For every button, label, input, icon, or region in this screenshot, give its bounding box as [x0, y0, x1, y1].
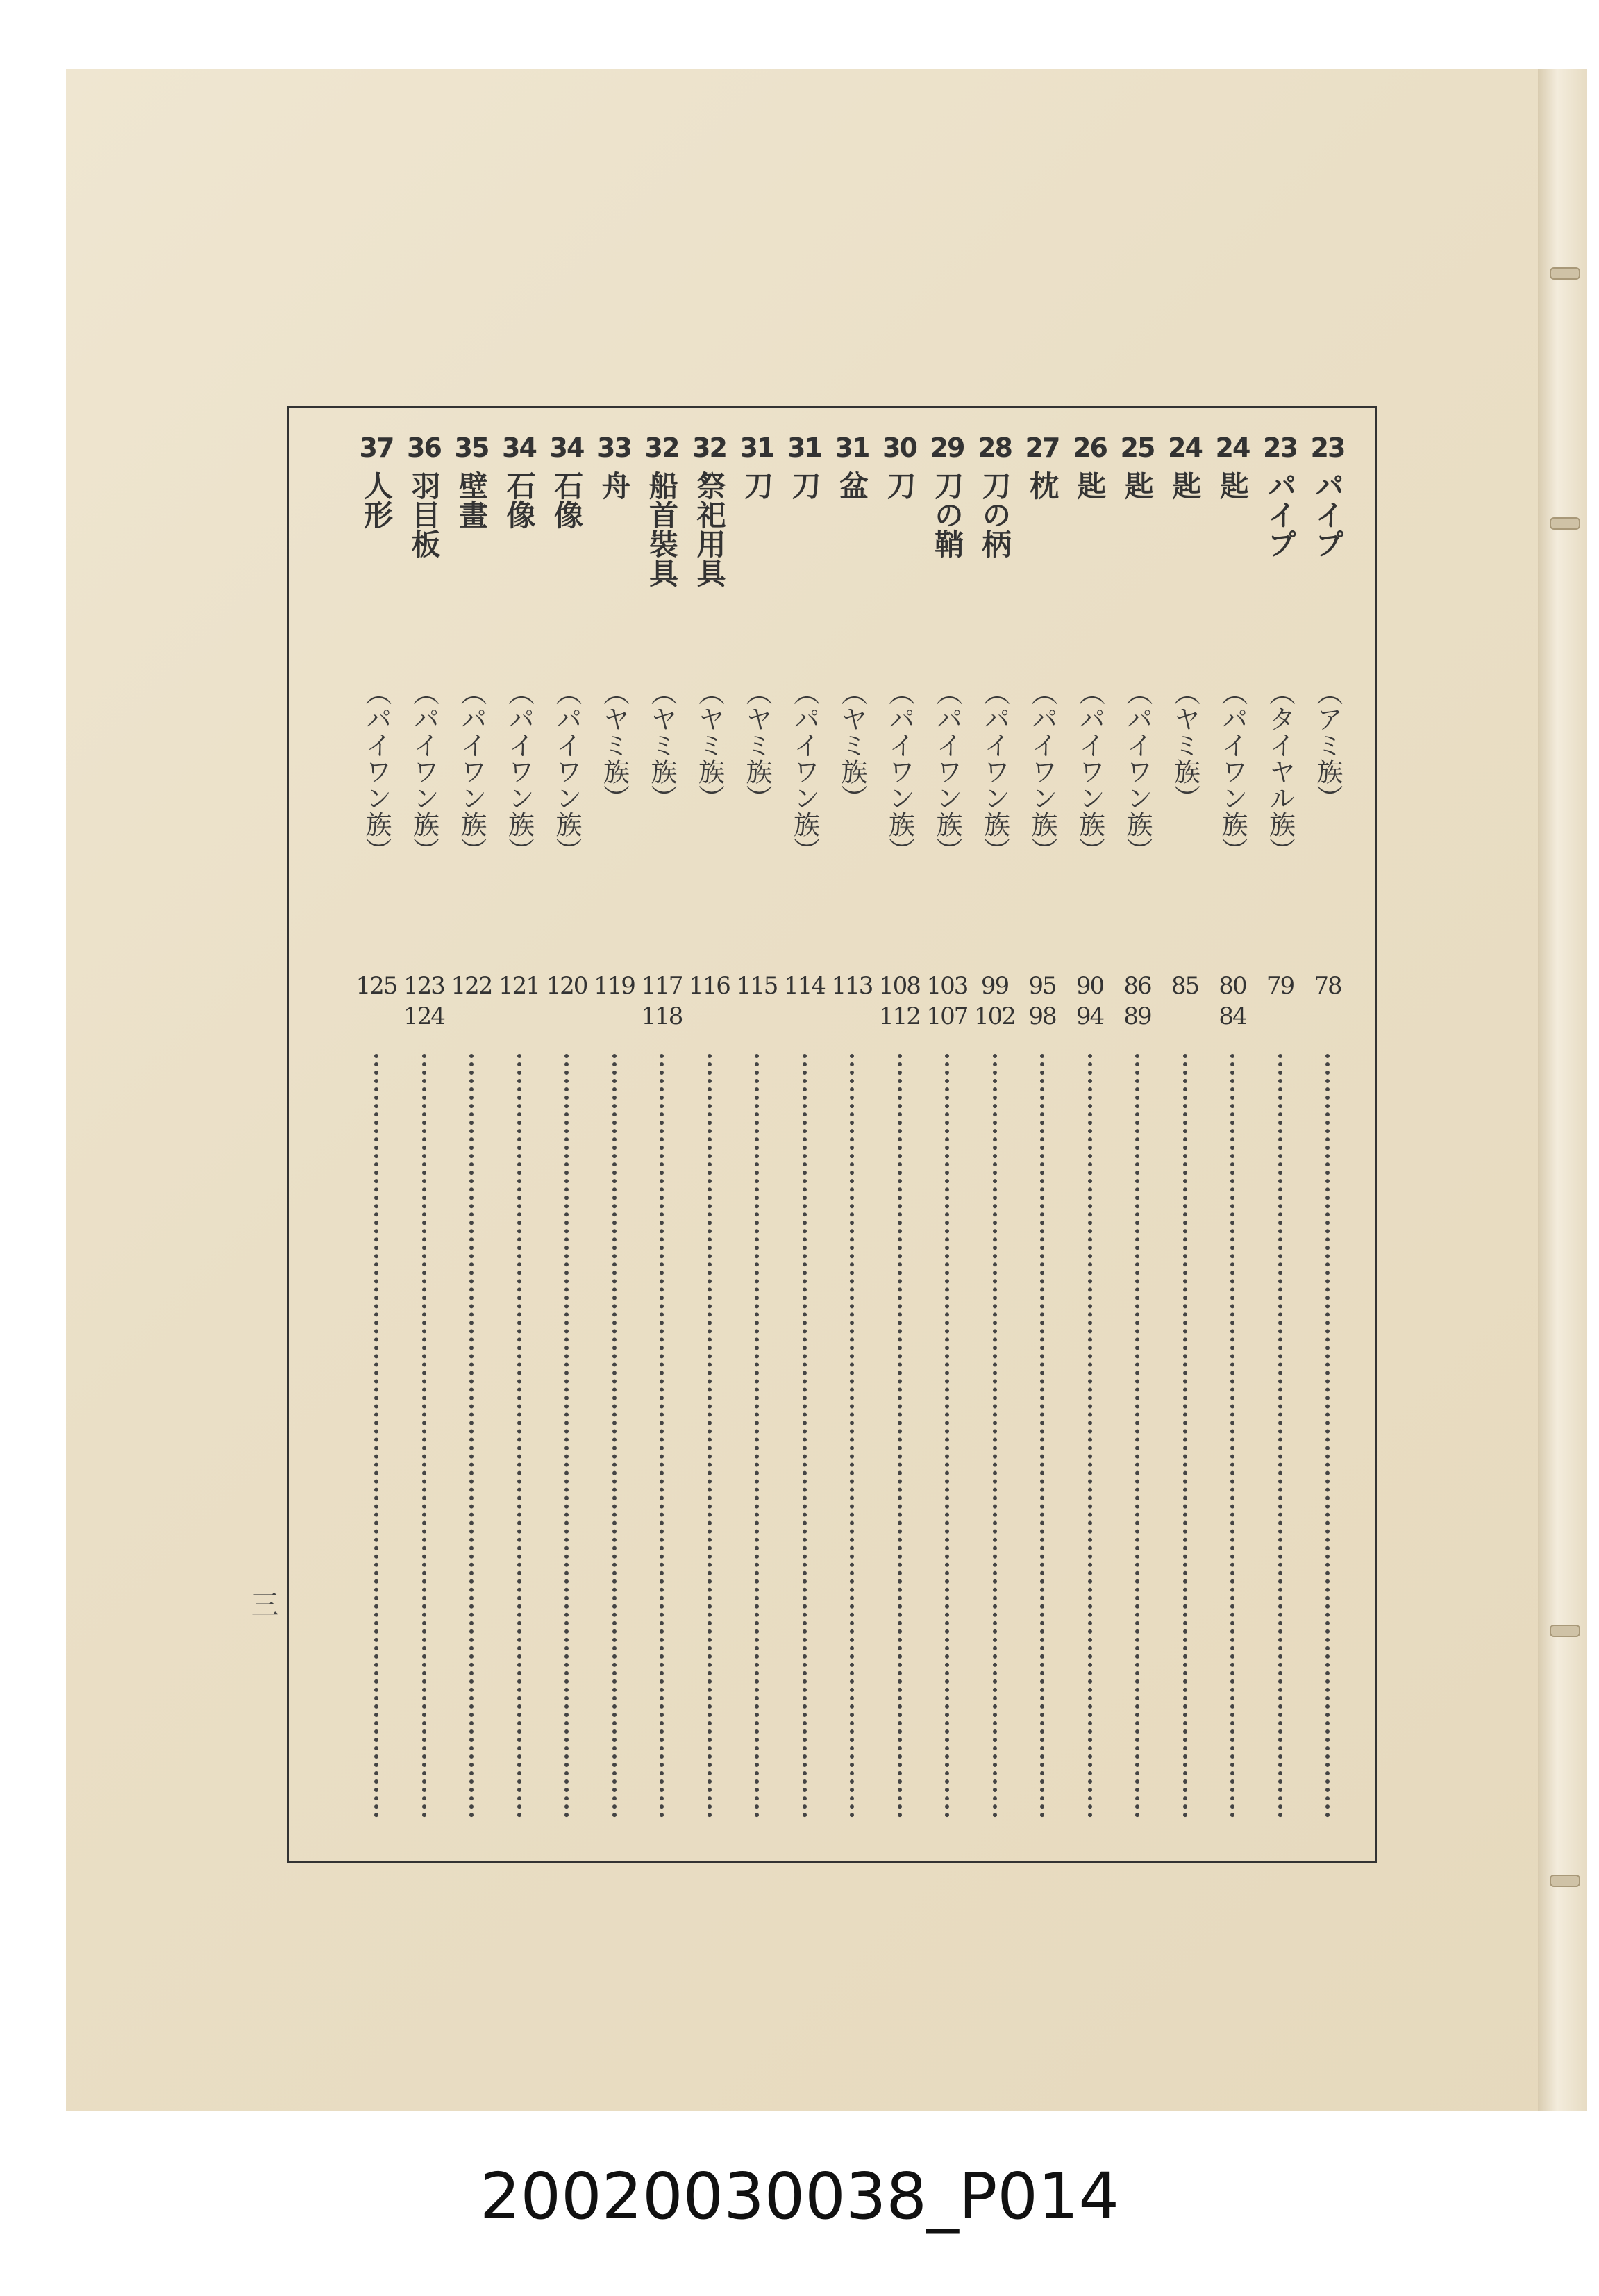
entry-name: パイプ: [1263, 471, 1298, 558]
entry-number: 23: [1263, 433, 1297, 463]
entry-pages: 85: [1171, 972, 1199, 1000]
entry-name: 刀: [787, 471, 822, 500]
entry-tribe: （パイワン族）: [979, 679, 1010, 864]
dotted-leader: [803, 1054, 807, 1818]
entry-number: 28: [978, 433, 1012, 463]
entry-tribe: （パイワン族）: [1074, 679, 1105, 864]
entry-tribe: （ヤミ族）: [742, 679, 772, 811]
entry-name: 匙: [1121, 471, 1155, 500]
entry-column: [878, 425, 922, 1818]
binding-thread: [1550, 1875, 1580, 1887]
entry-number: 24: [1168, 433, 1202, 463]
entry-pages: 122: [451, 972, 492, 1000]
entry-column: [449, 425, 494, 1818]
entry-name: 刀: [740, 471, 774, 500]
entry-pages: 113: [831, 972, 873, 1000]
entry-column: [973, 425, 1017, 1818]
entry-tribe: （ヤミ族）: [1169, 679, 1200, 811]
entry-pages: 86 89: [1123, 972, 1151, 1030]
entry-tribe: （パイワン族）: [551, 679, 582, 864]
entry-tribe: （ヤミ族）: [837, 679, 867, 811]
entry-column: [497, 425, 542, 1818]
entry-tribe: （パイワン族）: [408, 679, 439, 864]
dotted-leader: [469, 1054, 474, 1818]
entry-column: [354, 425, 399, 1818]
entry-tribe: （パイワン族）: [932, 679, 962, 864]
entry-pages: 115: [736, 972, 778, 1000]
entry-tribe: （パイワン族）: [789, 679, 820, 864]
entry-pages: 125: [355, 972, 397, 1000]
dotted-leader: [1325, 1054, 1330, 1818]
entry-name: 船首裝具: [645, 471, 679, 587]
entry-number: 24: [1215, 433, 1250, 463]
dotted-leader: [1183, 1054, 1187, 1818]
entry-column: [1258, 425, 1303, 1818]
dotted-leader: [755, 1054, 759, 1818]
dotted-leader: [708, 1054, 712, 1818]
dotted-leader: [1278, 1054, 1282, 1818]
entry-column: [1115, 425, 1160, 1818]
dotted-leader: [612, 1054, 617, 1818]
entry-column: [1163, 425, 1207, 1818]
entry-tribe: （パイワン族）: [361, 679, 392, 864]
entry-column: [1068, 425, 1112, 1818]
entry-pages: 103 107: [926, 972, 968, 1030]
page-folio: 三: [246, 1590, 278, 1618]
entry-name: 人形: [360, 471, 394, 529]
entry-name: 盆: [835, 471, 869, 500]
entry-column: [544, 425, 589, 1818]
dotted-leader: [993, 1054, 997, 1818]
binding-thread: [1550, 1625, 1580, 1637]
entry-name: 石像: [502, 471, 537, 529]
entry-pages: 114: [784, 972, 825, 1000]
entry-name: 刀の柄: [978, 471, 1012, 558]
entry-column: [735, 425, 779, 1818]
entry-tribe: （タイヤル族）: [1264, 679, 1296, 864]
entry-name: 舟: [597, 471, 632, 500]
entry-column: [830, 425, 874, 1818]
entry-number: 29: [930, 433, 964, 463]
entry-name: 匙: [1216, 471, 1250, 500]
entry-pages: 79: [1266, 972, 1294, 1000]
entry-name: 刀の鞘: [930, 471, 964, 558]
entry-tribe: （パイワン族）: [503, 679, 535, 864]
scan-caption: 20020030038_P014: [480, 2159, 1119, 2234]
entry-pages: 90 94: [1075, 972, 1104, 1030]
entry-tribe: （アミ族）: [1312, 679, 1343, 811]
entry-name: 祭祀用具: [692, 471, 727, 587]
entry-pages: 108 112: [879, 972, 920, 1030]
entry-number: 23: [1310, 433, 1345, 463]
entry-pages: 116: [689, 972, 730, 1000]
entry-column: [782, 425, 827, 1818]
entry-number: 31: [739, 433, 774, 463]
entry-number: 32: [644, 433, 679, 463]
entry-pages: 95 98: [1028, 972, 1056, 1030]
entry-tribe: （パイワン族）: [884, 679, 915, 864]
entry-name: パイプ: [1311, 471, 1345, 558]
dotted-leader: [660, 1054, 664, 1818]
entry-pages: 121: [499, 972, 539, 1000]
binding-thread: [1550, 517, 1580, 530]
entry-column: [639, 425, 684, 1818]
dotted-leader: [1040, 1054, 1044, 1818]
entry-pages: 119: [594, 972, 635, 1000]
entry-name: 石像: [550, 471, 584, 529]
entry-number: 34: [502, 433, 536, 463]
entry-number: 31: [787, 433, 821, 463]
entry-column: [402, 425, 446, 1818]
entry-number: 30: [882, 433, 916, 463]
dotted-leader: [422, 1054, 426, 1818]
dotted-leader: [850, 1054, 854, 1818]
entry-column: [687, 425, 732, 1818]
entry-tribe: （パイワン族）: [1217, 679, 1248, 864]
entry-pages: 80 84: [1219, 972, 1246, 1030]
entry-tribe: （ヤミ族）: [646, 679, 677, 811]
entry-tribe: （パイワン族）: [1027, 679, 1057, 864]
entry-column: [1305, 425, 1350, 1818]
entry-column: [925, 425, 969, 1818]
entry-number: 26: [1073, 433, 1107, 463]
dotted-leader: [374, 1054, 378, 1818]
entry-column: [1210, 425, 1255, 1818]
entry-number: 31: [835, 433, 869, 463]
binding-gutter: [1538, 69, 1587, 2111]
binding-thread: [1550, 267, 1580, 280]
entry-number: 37: [359, 433, 394, 463]
entry-name: 匙: [1073, 471, 1107, 500]
entry-tribe: （パイワン族）: [1122, 679, 1153, 864]
dotted-leader: [1135, 1054, 1139, 1818]
entry-number: 34: [549, 433, 584, 463]
entry-pages: 117 118: [641, 972, 683, 1030]
entry-tribe: （ヤミ族）: [694, 679, 725, 811]
entry-tribe: （パイワン族）: [456, 679, 487, 864]
entry-pages: 120: [546, 972, 587, 1000]
entry-number: 25: [1120, 433, 1155, 463]
entry-column: [1020, 425, 1064, 1818]
dotted-leader: [564, 1054, 569, 1818]
entry-pages: 123 124: [403, 972, 444, 1030]
dotted-leader: [517, 1054, 521, 1818]
entry-number: 33: [597, 433, 631, 463]
dotted-leader: [945, 1054, 949, 1818]
entry-tribe: （ヤミ族）: [598, 679, 630, 811]
dotted-leader: [1088, 1054, 1092, 1818]
entry-name: 匙: [1168, 471, 1203, 500]
entry-pages: 99 102: [974, 972, 1015, 1030]
entry-number: 36: [407, 433, 441, 463]
entry-column: [592, 425, 637, 1818]
entry-name: 刀: [882, 471, 917, 500]
dotted-leader: [1230, 1054, 1234, 1818]
entry-name: 羽目板: [407, 471, 442, 558]
entry-number: 27: [1025, 433, 1060, 463]
dotted-leader: [898, 1054, 902, 1818]
entry-number: 35: [454, 433, 489, 463]
entry-number: 32: [692, 433, 726, 463]
entry-pages: 78: [1314, 972, 1341, 1000]
entry-name: 枕: [1025, 471, 1060, 500]
entry-name: 壁畫: [455, 471, 489, 529]
